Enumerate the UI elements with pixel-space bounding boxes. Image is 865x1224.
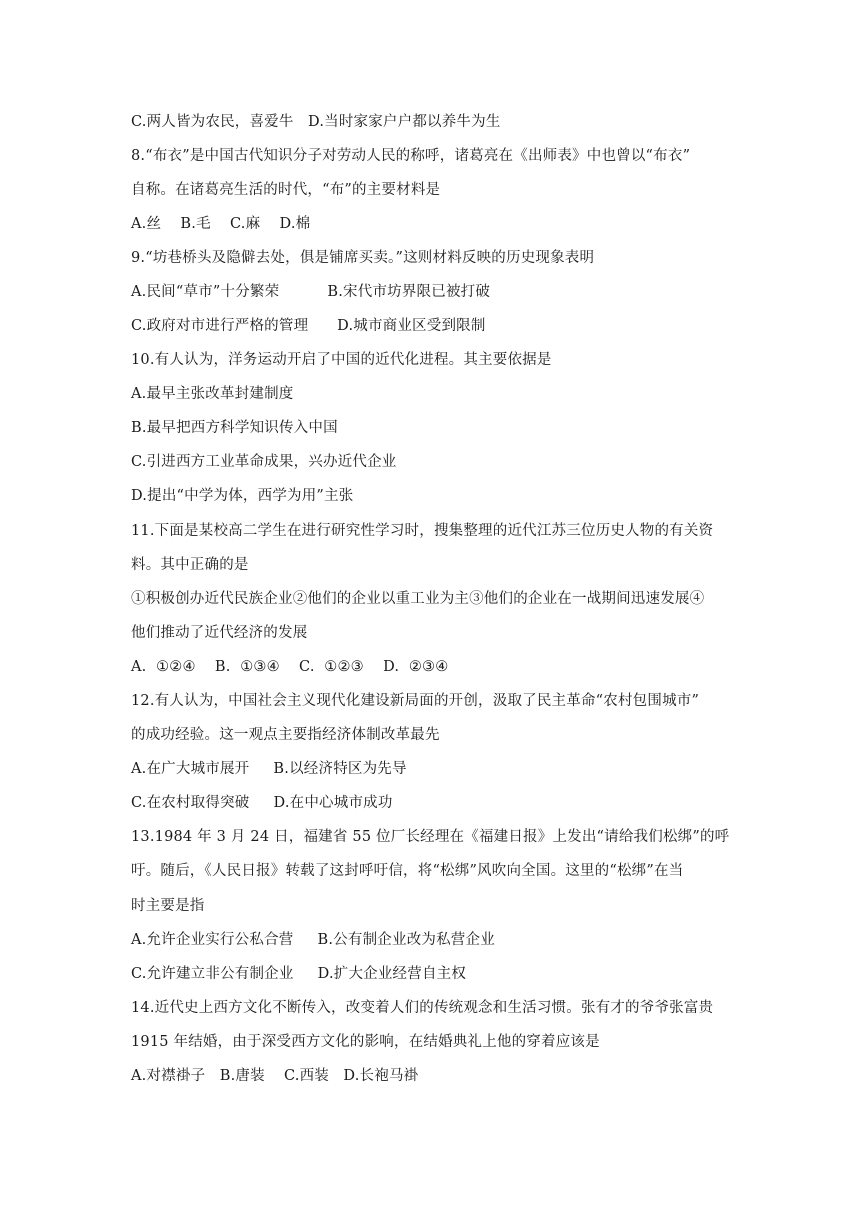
q8-stem-line-2: 自称。在诸葛亮生活的时代，“布”的主要材料是	[131, 182, 441, 198]
q8-stem-line-1: 8.“布衣”是中国古代知识分子对劳动人民的称呼，诸葛亮在《出师表》中也曾以“布衣”	[131, 148, 691, 164]
q12-options-line-1: A.在广大城市展开 B.以经济特区为先导	[131, 761, 407, 777]
q13-stem-line-2: 吁。随后，《人民日报》转载了这封呼吁信，将“松绑”风吹向全国。这里的“松绑”在当	[131, 863, 684, 879]
q10-option-b: B.最早把西方科学知识传入中国	[131, 420, 338, 436]
q10-option-d: D.提出“中学为体，西学为用”主张	[131, 488, 354, 504]
q11-stem-line-2: 料。其中正确的是	[131, 557, 249, 573]
q11-stem-line-1: 11.下面是某校高二学生在进行研究性学习时，搜集整理的近代江苏三位历史人物的有关资	[131, 523, 714, 539]
q10-option-a: A.最早主张改革封建制度	[131, 386, 294, 402]
q8-options: A.丝 B.毛 C.麻 D.棉	[131, 216, 311, 232]
q11-statements-line-1: ①积极创办近代民族企业②他们的企业以重工业为主③他们的企业在一战期间迅速发展④	[131, 591, 705, 607]
q13-stem-line-1: 13.1984 年 3 月 24 日，福建省 55 位厂长经理在《福建日报》上发出“请给我们松绑”的呼	[131, 829, 730, 845]
q13-options-line-1: A.允许企业实行公私合营 B.公有制企业改为私营企业	[131, 932, 495, 948]
q13-stem-line-3: 时主要是指	[131, 898, 205, 914]
q11-options: A. ①②④ B. ①③④ C. ①②③ D. ②③④	[131, 659, 449, 675]
q12-options-line-2: C.在农村取得突破 D.在中心城市成功	[131, 795, 393, 811]
q12-stem-line-2: 的成功经验。这一观点主要指经济体制改革最先	[131, 727, 440, 743]
q7-options-line-2: C.两人皆为农民，喜爱牛 D.当时家家户户都以养牛为生	[131, 114, 501, 130]
q10-stem: 10.有人认为，洋务运动开启了中国的近代化进程。其主要依据是	[131, 352, 552, 368]
q9-options-line-1: A.民间“草市”十分繁荣 B.宋代市坊界限已被打破	[131, 284, 491, 300]
q14-stem-line-1: 14.近代史上西方文化不断传入，改变着人们的传统观念和生活习惯。张有才的爷爷张富贵	[131, 1000, 714, 1016]
q14-options: A.对襟褂子 B.唐装 C.西装 D.长袍马褂	[131, 1068, 419, 1084]
q11-statements-line-2: 他们推动了近代经济的发展	[131, 625, 308, 641]
q12-stem-line-1: 12.有人认为，中国社会主义现代化建设新局面的开创，汲取了民主革命“农村包围城市”	[131, 693, 700, 709]
q9-stem: 9.“坊巷桥头及隐僻去处，俱是铺席买卖。”这则材料反映的历史现象表明	[131, 250, 595, 266]
q9-options-line-2: C.政府对市进行严格的管理 D.城市商业区受到限制	[131, 318, 486, 334]
q10-option-c: C.引进西方工业革命成果，兴办近代企业	[131, 454, 397, 470]
q13-options-line-2: C.允许建立非公有制企业 D.扩大企业经营自主权	[131, 966, 467, 982]
q14-stem-line-2: 1915 年结婚，由于深受西方文化的影响，在结婚典礼上他的穿着应该是	[131, 1034, 600, 1050]
